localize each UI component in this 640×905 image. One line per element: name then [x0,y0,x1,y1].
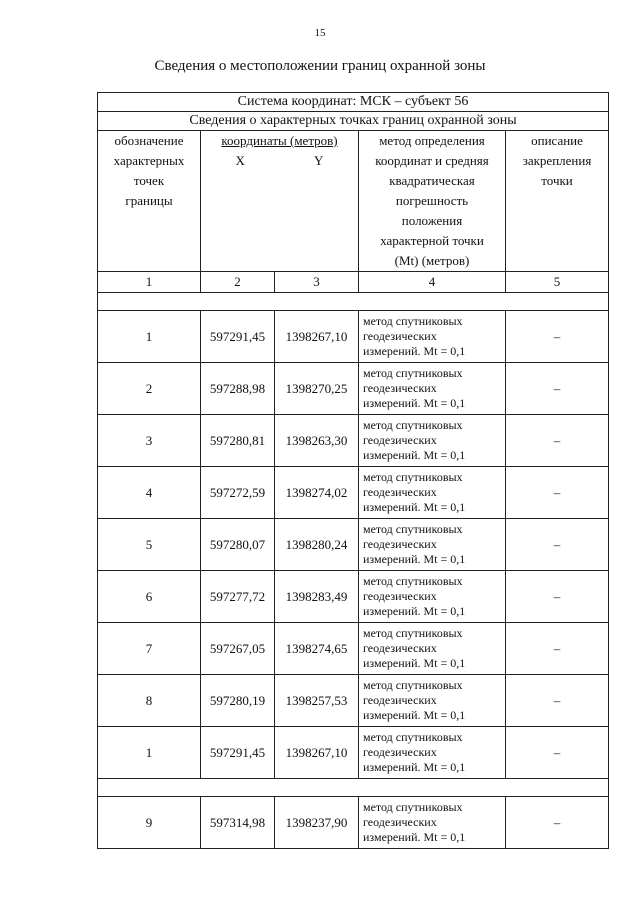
method-cell [359,571,506,623]
method-line: метод спутниковых [363,678,463,692]
x-cell: 597314,98 [201,797,275,849]
point-cell: 4 [98,467,201,519]
coordinate-system-header: Система координат: МСК – субъект 56 [98,93,609,112]
header-coordinates [201,131,359,272]
header-method: метод определения координат и средняя квадратическая погрешность положения характерной точки (Mt) (метров) [359,131,506,272]
method-line: измерений. Mt = 0,1 [363,500,466,514]
table-row [98,519,609,571]
method-line: измерений. Mt = 0,1 [363,708,466,722]
table-row [98,571,609,623]
header-y: Y [314,153,324,168]
description-cell: – [506,415,609,467]
point-cell: 9 [98,797,201,849]
description-cell: – [506,571,609,623]
method-line: геодезических [363,485,437,499]
point-cell: 5 [98,519,201,571]
description-cell: – [506,623,609,675]
method-line: измерений. Mt = 0,1 [363,396,466,410]
column-number: 4 [359,272,506,293]
method-cell [359,675,506,727]
description-cell: – [506,675,609,727]
method-line: геодезических [363,641,437,655]
y-cell: 1398237,90 [275,797,359,849]
x-cell: 597280,19 [201,675,275,727]
method-cell [359,623,506,675]
description-cell: – [506,363,609,415]
point-cell: 6 [98,571,201,623]
method-line: метод спутниковых [363,418,463,432]
method-line: геодезических [363,381,437,395]
description-cell: – [506,311,609,363]
method-line: геодезических [363,329,437,343]
table-row [98,363,609,415]
point-cell: 7 [98,623,201,675]
method-line: измерений. Mt = 0,1 [363,448,466,462]
method-cell [359,415,506,467]
description-cell: – [506,519,609,571]
x-cell: 597280,81 [201,415,275,467]
method-line: измерений. Mt = 0,1 [363,760,466,774]
method-line: измерений. Mt = 0,1 [363,656,466,670]
method-line: измерений. Mt = 0,1 [363,552,466,566]
description-cell: – [506,467,609,519]
method-line: измерений. Mt = 0,1 [363,344,466,358]
spacer-row [98,293,609,311]
y-cell: 1398283,49 [275,571,359,623]
method-line: измерений. Mt = 0,1 [363,604,466,618]
table-row [98,467,609,519]
method-line: геодезических [363,433,437,447]
page-number: 15 [314,27,326,39]
column-number: 1 [98,272,201,293]
method-line: геодезических [363,815,437,829]
column-number-row [98,272,609,293]
method-cell [359,467,506,519]
section-header: Сведения о характерных точках границ охранной зоны [98,112,609,131]
system-header-row [98,93,609,112]
method-line: метод спутниковых [363,522,463,536]
x-cell: 597288,98 [201,363,275,415]
method-cell [359,311,506,363]
method-line: геодезических [363,745,437,759]
header-description: описание закрепления точки [506,131,609,272]
boundary-points-table [97,92,609,849]
method-line: метод спутниковых [363,730,463,744]
point-cell: 3 [98,415,201,467]
method-line: метод спутниковых [363,574,463,588]
table-row [98,727,609,779]
table-row [98,311,609,363]
table-row [98,415,609,467]
point-cell: 8 [98,675,201,727]
y-cell: 1398263,30 [275,415,359,467]
y-cell: 1398267,10 [275,311,359,363]
method-line: метод спутниковых [363,470,463,484]
column-header-row [98,131,609,272]
x-cell: 597291,45 [201,311,275,363]
y-cell: 1398274,65 [275,623,359,675]
method-line: геодезических [363,537,437,551]
table-row [98,797,609,849]
point-cell: 1 [98,727,201,779]
method-line: измерений. Mt = 0,1 [363,830,466,844]
section-header-row [98,112,609,131]
description-cell: – [506,797,609,849]
table-row [98,675,609,727]
method-line: метод спутниковых [363,626,463,640]
y-cell: 1398257,53 [275,675,359,727]
x-cell: 597291,45 [201,727,275,779]
point-cell: 2 [98,363,201,415]
method-cell [359,363,506,415]
column-number: 2 [201,272,275,293]
method-cell [359,727,506,779]
method-line: геодезических [363,589,437,603]
y-cell: 1398267,10 [275,727,359,779]
point-cell: 1 [98,311,201,363]
document-title: Сведения о местоположении границ охранной зоны [154,58,486,74]
column-number: 5 [506,272,609,293]
x-cell: 597267,05 [201,623,275,675]
y-cell: 1398270,25 [275,363,359,415]
spacer-row [98,779,609,797]
method-line: геодезических [363,693,437,707]
y-cell: 1398280,24 [275,519,359,571]
method-line: метод спутниковых [363,800,463,814]
description-cell: – [506,727,609,779]
method-line: метод спутниковых [363,366,463,380]
method-cell [359,797,506,849]
method-cell [359,519,506,571]
column-number: 3 [275,272,359,293]
method-line: метод спутниковых [363,314,463,328]
header-coordinates-label: координаты (метров) [221,133,338,148]
x-cell: 597280,07 [201,519,275,571]
y-cell: 1398274,02 [275,467,359,519]
table-row [98,623,609,675]
x-cell: 597272,59 [201,467,275,519]
x-cell: 597277,72 [201,571,275,623]
header-x: X [235,153,245,168]
header-designation: обозначение характерных точек границы [98,131,201,272]
